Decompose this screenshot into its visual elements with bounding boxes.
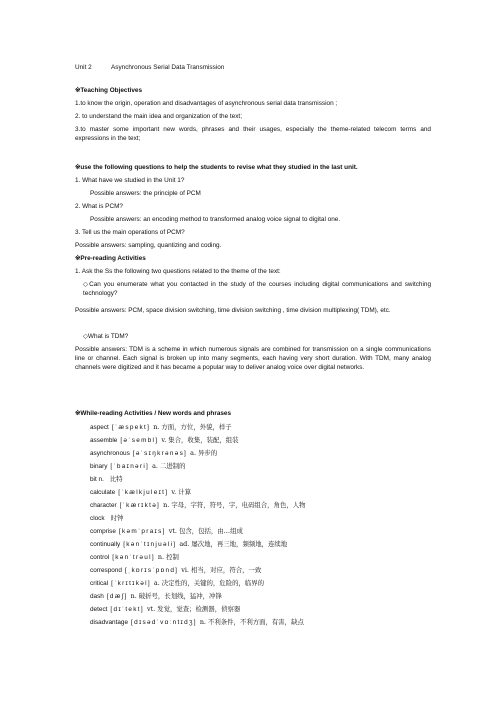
vocab-definition: 时钟 [110, 514, 124, 522]
vocab-entry [75, 540, 431, 549]
revision-answer: Possible answers: an encoding method to transformed analog voice signal to digital one. [90, 216, 341, 223]
objective-item: 2. to understand the main idea and organization of the text; [75, 113, 242, 120]
vocab-entry [75, 592, 431, 601]
vocab-phonetic: [ˈkærɪktə] [119, 502, 161, 509]
vocab-definition: a. 二进制的 [152, 462, 186, 470]
vocab-word: comprise [90, 528, 116, 535]
vocab-phonetic: [əˈsembl] [120, 437, 159, 444]
vocab-definition: v. 集合，收集，装配，组装 [161, 436, 239, 444]
vocab-entry [75, 488, 431, 497]
unit-title [75, 63, 431, 72]
vocab-word: detect [90, 606, 108, 613]
vocab-phonetic: [əˈsɪŋkrənəs] [132, 450, 188, 457]
vocab-word: bit n. [90, 476, 104, 483]
prereading-question-2: ◇What is TDM? [83, 333, 129, 340]
vocab-entry [75, 423, 431, 432]
vocab-definition: ad. 屡次地，再三地，频频地，连续地 [179, 540, 288, 548]
vocab-definition: n. 不利条件，不利方面，有害，缺点 [199, 618, 304, 626]
vocab-word: character [90, 502, 117, 509]
vocab-phonetic: [ˈbaɪnəri] [110, 463, 150, 470]
vocab-entry [75, 514, 431, 523]
prereading-answer-2: Possible answers: TDM is a scheme in which numerous signals are combined for transmission on a single communications line or channel. Each signal is broken up into many segments, each having very short duration. With TDM, many analog channels were digitized and it has became a popular way to deliver analog voice over digital networks. [75, 346, 431, 371]
vocab-entry [75, 436, 431, 445]
vocab-entry [75, 566, 431, 575]
vocab-definition: n. 控制 [157, 553, 179, 561]
vocab-word: critical [90, 580, 109, 587]
revision-heading: ※use the following questions to help the students to revise what they studied in the last unit. [75, 164, 358, 171]
vocab-entry [75, 605, 431, 614]
vocab-phonetic: [ˈkælkjuleɪt] [118, 489, 169, 496]
vocab-phonetic: [dɪˈtekt] [110, 606, 144, 613]
vocab-word: assemble [90, 437, 118, 444]
vocab-definition: a. 异步的 [190, 449, 218, 457]
vocab-definition: v. 计算 [171, 488, 192, 496]
vocab-phonetic: [kəmˈpraɪs] [118, 528, 166, 535]
vocab-entry [75, 527, 431, 536]
vocab-word: dash [90, 593, 104, 600]
vocab-definition: a. 决定性的，关键的，危险的，临界的 [153, 579, 265, 587]
vocab-phonetic: [dɪsədˈvɑːntɪdʒ] [131, 619, 197, 626]
vocab-definition: vt. 包含，包括，由…组成 [168, 527, 243, 535]
vocab-word: asynchronous [90, 450, 130, 457]
vocab-phonetic: [ˈkrɪtɪkəl] [111, 580, 151, 587]
vocab-entry [75, 553, 431, 562]
prereading-question-1: ◇Can you enumerate what you contacted in the study of the courses including digital communications and switching technology? [83, 281, 431, 297]
vocab-word: control [90, 554, 110, 561]
vocab-word: correspond [90, 567, 122, 574]
vocab-phonetic: [kənˈtɪnjuəli] [123, 541, 177, 548]
vocab-word: disadvantage [90, 619, 129, 626]
unit-name: Asynchronous Serial Data Transmission [111, 64, 225, 71]
unit-number: Unit 2 [75, 64, 92, 71]
vocab-definition: 比特 [109, 475, 123, 483]
vocab-word: binary [90, 463, 108, 470]
vocab-entry [75, 618, 431, 627]
vocab-entry [75, 449, 431, 458]
vocab-phonetic: [ˌkɒrɪsˈpɒnd] [124, 567, 179, 574]
prereading-heading: ※Pre-reading Activities [75, 255, 146, 262]
vocab-entry [75, 579, 431, 588]
vocab-phonetic: [dæʃ] [106, 593, 128, 600]
vocab-entry [75, 462, 431, 471]
vocab-phonetic: [kənˈtrəul] [112, 554, 155, 561]
prereading-answer-1: Possible answers: PCM, space division switching, time division switching , time division multiplexing( TDM), etc. [75, 307, 391, 314]
vocab-definition: n. 破折号，长划线，猛冲，冲锋 [130, 592, 222, 600]
vocab-word: calculate [90, 489, 116, 496]
revision-question: 3. Tell us the main operations of PCM? [75, 229, 185, 236]
vocab-definition: vt. 发觉，觉查；检测器，侦察器 [146, 605, 241, 613]
revision-answer: Possible answers: the principle of PCM [90, 190, 201, 197]
vocab-phonetic: [ˈæspekt] [111, 424, 151, 431]
vocab-entry [75, 475, 431, 484]
vocab-definition: n. 字母，字符，符号，字，电码组合，角色，人物 [163, 501, 306, 509]
vocab-definition: n. 方面，方位，外貌，样子 [153, 423, 232, 431]
whilereading-heading: ※While-reading Activities / New words and phrases [75, 410, 232, 417]
revision-question: 1. What have we studied in the Unit 1? [75, 177, 185, 184]
revision-answer: Possible answers: sampling, quantizing and coding. [75, 242, 222, 249]
vocab-definition: vi. 相当，对应，符合，一致 [181, 566, 262, 574]
objectives-heading: ※Teaching Objectives [75, 87, 143, 94]
vocab-entry [75, 501, 431, 510]
objective-item: 1.to know the origin, operation and disadvantages of asynchronous serial data transmission ; [75, 100, 338, 107]
objective-item: 3.to master some important new words, phrases and their usages, especially the theme-related telecom terms and expressions in the text; [75, 126, 431, 142]
vocab-word: continually [90, 541, 121, 548]
vocab-word: aspect [90, 424, 109, 431]
vocab-word: clock [90, 515, 105, 522]
prereading-intro: 1. Ask the Ss the following two questions related to the theme of the text: [75, 268, 281, 275]
revision-question: 2. What is PCM? [75, 203, 123, 210]
